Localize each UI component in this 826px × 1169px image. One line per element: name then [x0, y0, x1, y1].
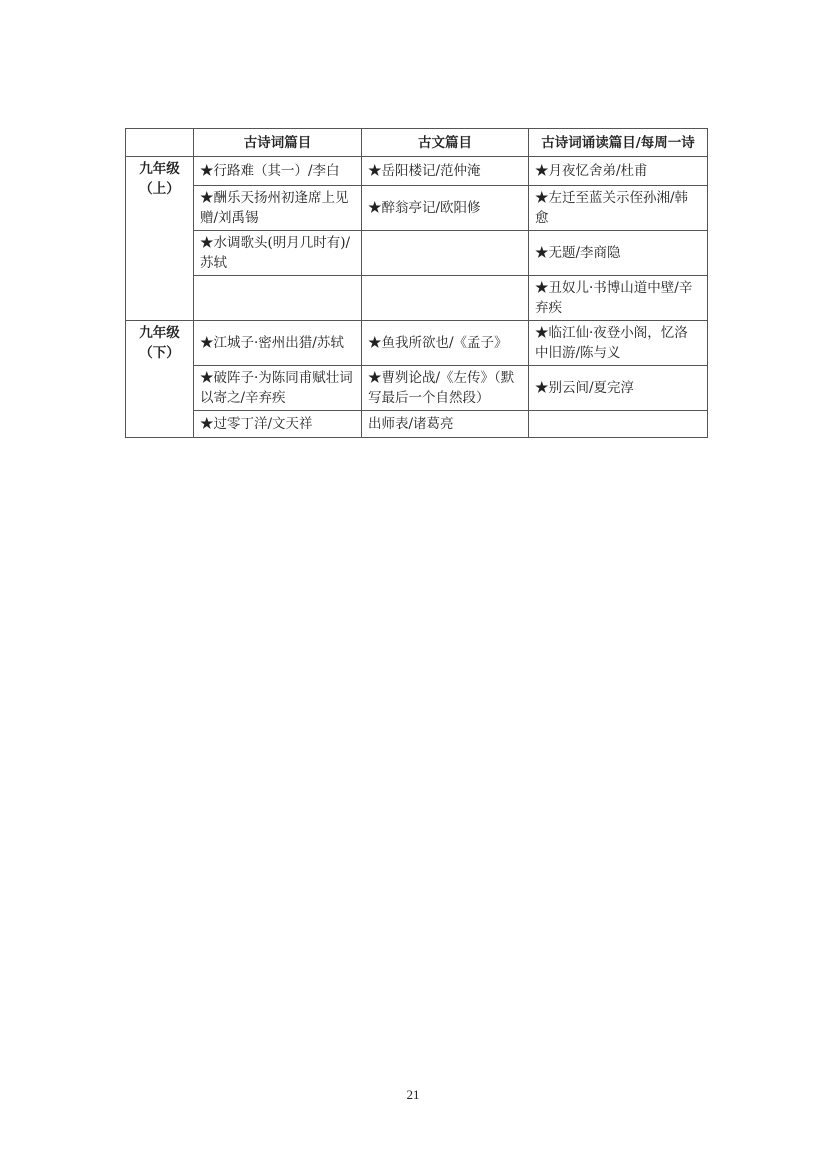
table-cell [362, 276, 529, 321]
table-row [126, 157, 708, 186]
table-cell: ★无题/李商隐 [529, 231, 708, 276]
header-cell-classical-prose: 古文篇目 [362, 129, 529, 157]
table-cell: ★破阵子·为陈同甫赋壮词以寄之/辛弃疾 [194, 366, 362, 411]
table-cell: ★月夜忆舍弟/杜甫 [529, 157, 708, 186]
table-cell: 出师表/诸葛亮 [362, 411, 529, 438]
table-cell: ★鱼我所欲也/《孟子》 [362, 321, 529, 366]
table-cell: ★酬乐天扬州初逢席上见赠/刘禹锡 [194, 186, 362, 231]
table-row [126, 411, 708, 438]
table-cell: ★醉翁亭记/欧阳修 [362, 186, 529, 231]
table-cell: ★过零丁洋/文天祥 [194, 411, 362, 438]
grade-term-line: （下） [139, 345, 180, 361]
table-cell: ★江城子·密州出猎/苏轼 [194, 321, 362, 366]
table-cell [194, 276, 362, 321]
page-number: 21 [406, 1087, 420, 1102]
header-row [126, 129, 708, 157]
table-cell: ★丑奴儿·书博山道中壁/辛弃疾 [529, 276, 708, 321]
table-cell: ★岳阳楼记/范仲淹 [362, 157, 529, 186]
table-cell: ★别云间/夏完淳 [529, 366, 708, 411]
grade-label-line: 九年级 [139, 161, 180, 177]
table-cell: ★曹刿论战/《左传》（默写最后一个自然段） [362, 366, 529, 411]
grade-label-upper [126, 157, 194, 321]
table-row [126, 321, 708, 366]
table-row [126, 366, 708, 411]
table-cell: ★左迁至蓝关示侄孙湘/韩愈 [529, 186, 708, 231]
header-cell-recitation: 古诗词诵读篇目/每周一诗 [529, 129, 708, 157]
grade-label-lower [126, 321, 194, 438]
table-row [126, 231, 708, 276]
header-cell-poems: 古诗词篇目 [194, 129, 362, 157]
table-cell: ★临江仙·夜登小阁，忆洛中旧游/陈与义 [529, 321, 708, 366]
table-row [126, 186, 708, 231]
table-cell: ★水调歌头(明月几时有)/苏轼 [194, 231, 362, 276]
syllabus-table [125, 128, 708, 438]
table-cell [362, 231, 529, 276]
grade-term-line: （上） [139, 181, 180, 197]
table-cell: ★行路难（其一）/李白 [194, 157, 362, 186]
grade-label-line: 九年级 [139, 325, 180, 341]
table-cell [529, 411, 708, 438]
header-cell-blank [126, 129, 194, 157]
table-row [126, 276, 708, 321]
